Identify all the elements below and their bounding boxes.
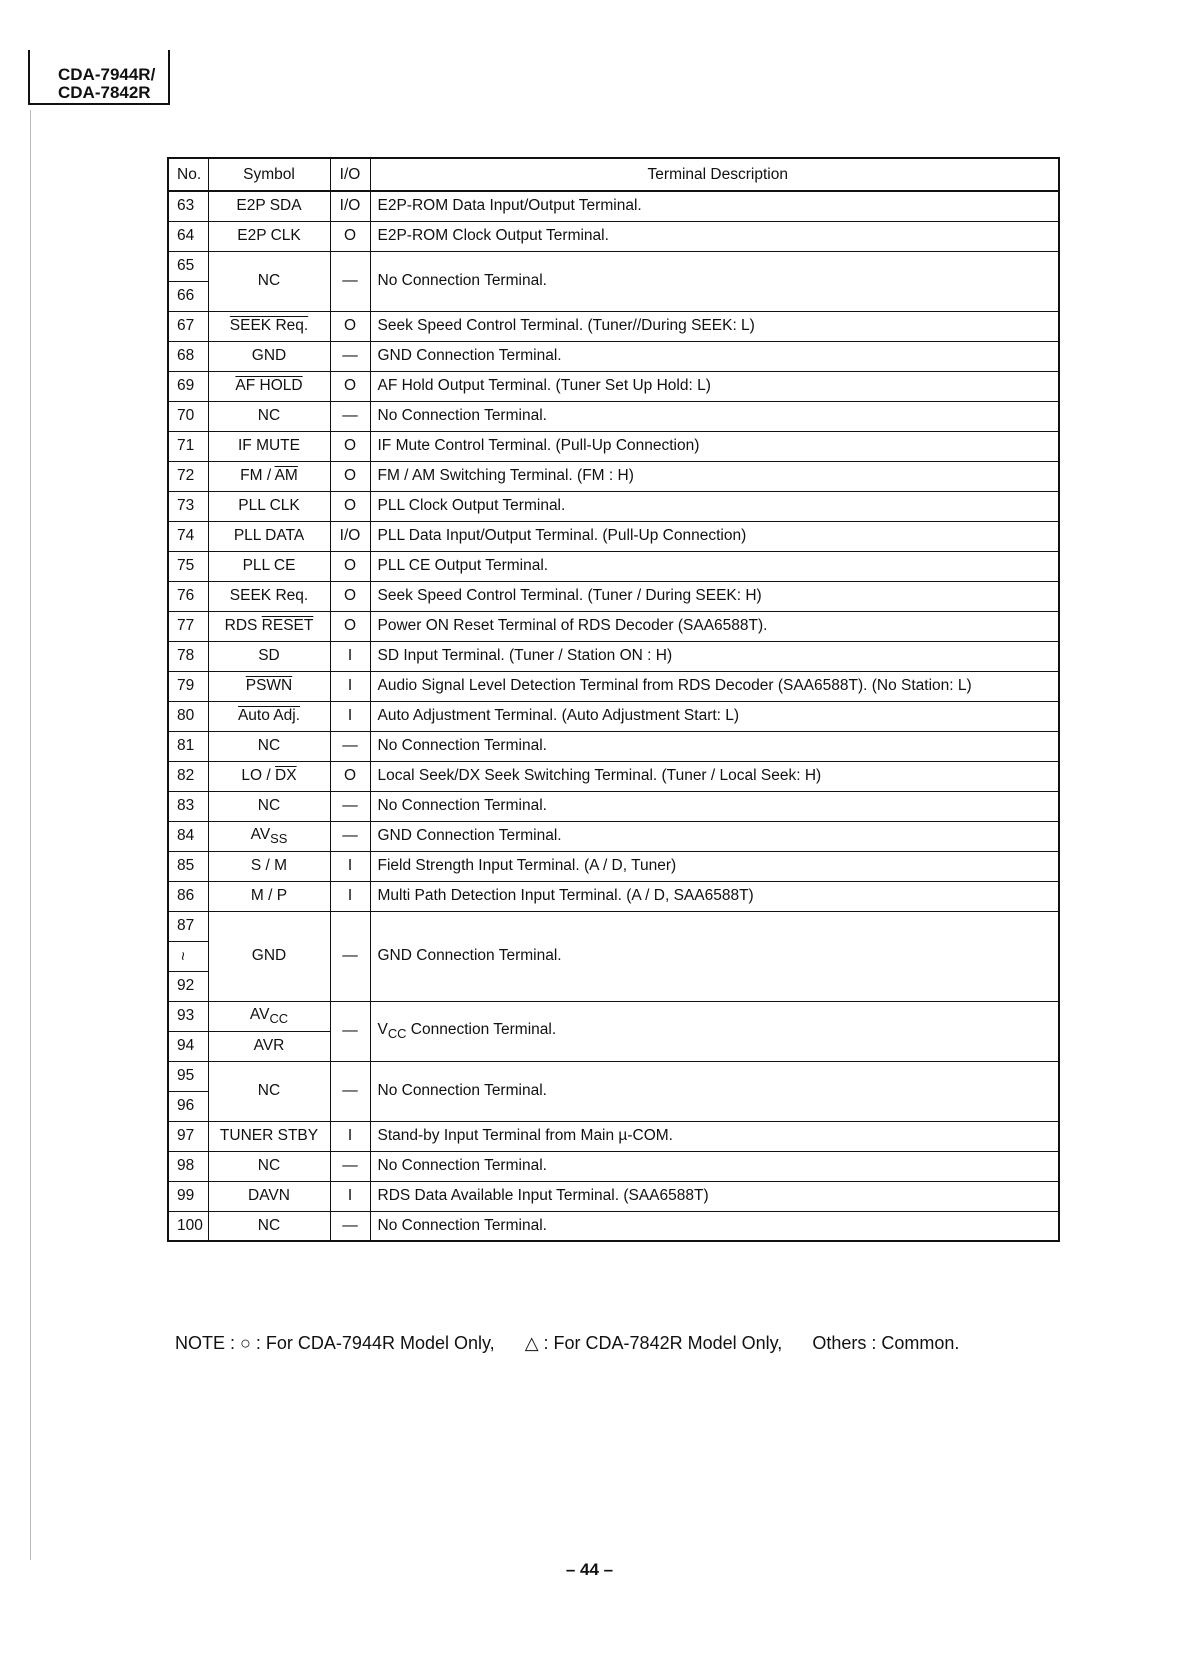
table-row <box>168 761 1059 791</box>
pin-symbol: E2P SDA <box>208 191 330 221</box>
pin-io: O <box>330 431 370 461</box>
pin-number: 93 <box>168 1001 208 1031</box>
pin-description: No Connection Terminal. <box>370 251 1059 311</box>
pin-number: 73 <box>168 491 208 521</box>
pin-io: — <box>330 1061 370 1121</box>
pin-io: I <box>330 1181 370 1211</box>
pin-description: Field Strength Input Terminal. (A / D, Tuner) <box>370 851 1059 881</box>
pin-io: I <box>330 881 370 911</box>
table-row <box>168 1151 1059 1181</box>
pin-io: O <box>330 551 370 581</box>
pin-description: RDS Data Available Input Terminal. (SAA6588T) <box>370 1181 1059 1211</box>
note-others-text: Others : Common. <box>812 1333 960 1353</box>
table-row <box>168 581 1059 611</box>
table-row <box>168 791 1059 821</box>
pin-number: 64 <box>168 221 208 251</box>
pin-description: Seek Speed Control Terminal. (Tuner//During SEEK: L) <box>370 311 1059 341</box>
pin-number: 68 <box>168 341 208 371</box>
pin-number: 87 <box>168 911 208 941</box>
pin-description: SD Input Terminal. (Tuner / Station ON : H) <box>370 641 1059 671</box>
pin-number: 85 <box>168 851 208 881</box>
pin-number: 94 <box>168 1031 208 1061</box>
pin-io: I/O <box>330 191 370 221</box>
terminal-table <box>167 157 1060 1242</box>
pin-symbol <box>208 761 330 791</box>
pin-number: 97 <box>168 1121 208 1151</box>
pin-symbol: DAVN <box>208 1181 330 1211</box>
pin-io: — <box>330 821 370 851</box>
pin-symbol <box>208 1001 330 1031</box>
pin-symbol-text: AF HOLD <box>235 377 303 394</box>
pin-symbol <box>208 611 330 641</box>
model-number-line1: CDA-7944R/ <box>58 65 156 84</box>
pin-symbol-overline: $\overline{AM}$ <box>274 467 298 484</box>
table-row <box>168 311 1059 341</box>
pin-description: No Connection Terminal. <box>370 401 1059 431</box>
table-row <box>168 1001 1059 1031</box>
pin-symbol-part: LO / <box>241 767 276 784</box>
pin-number: 86 <box>168 881 208 911</box>
legend-note <box>175 1333 959 1354</box>
pin-description: Stand-by Input Terminal from Main µ-COM. <box>370 1121 1059 1151</box>
pin-symbol: PLL CE <box>208 551 330 581</box>
pin-symbol: NC <box>208 1211 330 1241</box>
pin-io: I <box>330 641 370 671</box>
pin-description: Seek Speed Control Terminal. (Tuner / During SEEK: H) <box>370 581 1059 611</box>
pin-description-part: Connection Terminal. <box>406 1020 557 1038</box>
pin-description: Auto Adjustment Terminal. (Auto Adjustment Start: L) <box>370 701 1059 731</box>
table-row <box>168 431 1059 461</box>
pin-io: I <box>330 851 370 881</box>
pin-symbol: NC <box>208 731 330 761</box>
pin-number: 98 <box>168 1151 208 1181</box>
pin-symbol-overline: RESET <box>261 617 314 634</box>
pin-symbol: M / P <box>208 881 330 911</box>
pin-description: IF Mute Control Terminal. (Pull-Up Connection) <box>370 431 1059 461</box>
table-header-row <box>168 158 1059 191</box>
header-io: I/O <box>330 158 370 191</box>
pin-io: — <box>330 251 370 311</box>
table-row <box>168 1181 1059 1211</box>
pin-number: 81 <box>168 731 208 761</box>
table-row <box>168 251 1059 281</box>
pin-symbol: IF MUTE <box>208 431 330 461</box>
table-row <box>168 881 1059 911</box>
pin-symbol-part: AV <box>250 825 271 843</box>
pin-io: O <box>330 581 370 611</box>
pin-description: No Connection Terminal. <box>370 731 1059 761</box>
pin-number: 69 <box>168 371 208 401</box>
pin-description: Power ON Reset Terminal of RDS Decoder (SAA6588T). <box>370 611 1059 641</box>
pin-symbol <box>208 701 330 731</box>
page-number: – 44 – <box>565 1560 614 1579</box>
pin-number: 78 <box>168 641 208 671</box>
pin-description-subscript: CC <box>387 1026 407 1042</box>
table-row <box>168 611 1059 641</box>
pin-description-part: V <box>377 1020 388 1038</box>
pin-symbol: GND <box>208 341 330 371</box>
pin-symbol: SD <box>208 641 330 671</box>
pin-io: I <box>330 1121 370 1151</box>
table-row <box>168 521 1059 551</box>
pin-io: O <box>330 221 370 251</box>
pin-number: 71 <box>168 431 208 461</box>
pin-io: O <box>330 461 370 491</box>
pin-symbol-part: FM / <box>240 467 275 484</box>
pin-number: 96 <box>168 1091 208 1121</box>
pin-io: O <box>330 611 370 641</box>
pin-symbol: GND <box>208 911 330 1001</box>
pin-number: 92 <box>168 971 208 1001</box>
pin-symbol-text: Auto Adj. <box>237 707 301 724</box>
pin-symbol-text: SEEK Req. <box>229 317 309 334</box>
pin-description: No Connection Terminal. <box>370 1151 1059 1181</box>
table-row <box>168 641 1059 671</box>
note-circle-text: : For CDA-7944R Model Only, <box>255 1333 495 1353</box>
pin-symbol-part: RDS <box>224 617 262 634</box>
pin-number: 74 <box>168 521 208 551</box>
model-number-line2: CDA-7842R <box>58 83 151 102</box>
pin-io: I/O <box>330 521 370 551</box>
table-row <box>168 371 1059 401</box>
pin-number: 63 <box>168 191 208 221</box>
pin-description: No Connection Terminal. <box>370 1061 1059 1121</box>
pin-description: E2P-ROM Data Input/Output Terminal. <box>370 191 1059 221</box>
pin-symbol: S / M <box>208 851 330 881</box>
table-row <box>168 851 1059 881</box>
model-number-box <box>28 50 170 105</box>
pin-symbol: E2P CLK <box>208 221 330 251</box>
pin-symbol: SEEK Req. <box>208 581 330 611</box>
pin-symbol: NC <box>208 251 330 311</box>
table-row <box>168 1061 1059 1091</box>
pin-number: 95 <box>168 1061 208 1091</box>
pin-description: PLL Clock Output Terminal. <box>370 491 1059 521</box>
pin-symbol: NC <box>208 401 330 431</box>
pin-description: No Connection Terminal. <box>370 791 1059 821</box>
pin-symbol <box>208 671 330 701</box>
pin-symbol: NC <box>208 1151 330 1181</box>
pin-description <box>370 1001 1059 1061</box>
pin-io: — <box>330 1001 370 1061</box>
table-row <box>168 341 1059 371</box>
pin-io: — <box>330 341 370 371</box>
pin-number: 80 <box>168 701 208 731</box>
pin-io: — <box>330 1211 370 1241</box>
pin-description: Multi Path Detection Input Terminal. (A / D, SAA6588T) <box>370 881 1059 911</box>
pin-io: I <box>330 701 370 731</box>
pin-description: FM / AM Switching Terminal. (FM : H) <box>370 461 1059 491</box>
pin-number: 72 <box>168 461 208 491</box>
table-row <box>168 1211 1059 1241</box>
pin-description: GND Connection Terminal. <box>370 821 1059 851</box>
pin-io: O <box>330 491 370 521</box>
pin-number: 99 <box>168 1181 208 1211</box>
header-description: Terminal Description <box>370 158 1059 191</box>
note-triangle-text: : For CDA-7842R Model Only, <box>543 1333 783 1353</box>
pin-io: I <box>330 671 370 701</box>
pin-description: Local Seek/DX Seek Switching Terminal. (Tuner / Local Seek: H) <box>370 761 1059 791</box>
table-row <box>168 461 1059 491</box>
table-row <box>168 731 1059 761</box>
pin-io: O <box>330 371 370 401</box>
pin-symbol-subscript: SS <box>270 831 288 847</box>
note-lead: NOTE : <box>175 1333 236 1353</box>
pin-symbol: PLL CLK <box>208 491 330 521</box>
pin-io: O <box>330 761 370 791</box>
pin-number: 70 <box>168 401 208 431</box>
pin-description: PLL Data Input/Output Terminal. (Pull-Up Connection) <box>370 521 1059 551</box>
pin-symbol <box>208 821 330 851</box>
pin-number: 79 <box>168 671 208 701</box>
pin-symbol-subscript: CC <box>269 1011 289 1027</box>
pin-description: PLL CE Output Terminal. <box>370 551 1059 581</box>
pin-description: AF Hold Output Terminal. (Tuner Set Up Hold: L) <box>370 371 1059 401</box>
table-row <box>168 191 1059 221</box>
pin-symbol: PLL DATA <box>208 521 330 551</box>
pin-symbol <box>208 371 330 401</box>
pin-description: E2P-ROM Clock Output Terminal. <box>370 221 1059 251</box>
pin-description: No Connection Terminal. <box>370 1211 1059 1241</box>
pin-symbol: TUNER STBY <box>208 1121 330 1151</box>
pin-number: 82 <box>168 761 208 791</box>
table-row <box>168 911 1059 941</box>
table-row <box>168 221 1059 251</box>
table-row <box>168 701 1059 731</box>
pin-number: 83 <box>168 791 208 821</box>
table-row <box>168 821 1059 851</box>
pin-io: — <box>330 731 370 761</box>
table-row <box>168 551 1059 581</box>
header-no: No. <box>168 158 208 191</box>
pin-symbol <box>208 461 330 491</box>
table-row <box>168 671 1059 701</box>
pin-number: 76 <box>168 581 208 611</box>
triangle-icon: △ <box>524 1333 539 1353</box>
pin-symbol-part: AV <box>249 1005 270 1023</box>
pin-symbol: AVR <box>208 1031 330 1061</box>
pin-number: 84 <box>168 821 208 851</box>
pin-symbol-overline: $\overline{DX}$ <box>275 767 297 784</box>
table-row <box>168 1121 1059 1151</box>
table-row <box>168 491 1059 521</box>
table-row <box>168 401 1059 431</box>
pin-number: 66 <box>168 281 208 311</box>
pin-io: — <box>330 911 370 1001</box>
pin-description: GND Connection Terminal. <box>370 911 1059 1001</box>
pin-description: GND Connection Terminal. <box>370 341 1059 371</box>
pin-range-tilde <box>168 941 208 971</box>
circle-icon: ○ <box>240 1333 251 1353</box>
pin-symbol: NC <box>208 1061 330 1121</box>
pin-number: 77 <box>168 611 208 641</box>
pin-number: 67 <box>168 311 208 341</box>
pin-description: Audio Signal Level Detection Terminal from RDS Decoder (SAA6588T). (No Station: L) <box>370 671 1059 701</box>
pin-io: — <box>330 401 370 431</box>
pin-symbol-text: PSWN <box>245 677 293 694</box>
pin-number: 75 <box>168 551 208 581</box>
margin-rule <box>30 110 31 1560</box>
header-symbol: Symbol <box>208 158 330 191</box>
pin-symbol: NC <box>208 791 330 821</box>
pin-io: — <box>330 791 370 821</box>
pin-range-tilde-glyph: ~ <box>173 951 191 961</box>
pin-io: O <box>330 311 370 341</box>
pin-number: 65 <box>168 251 208 281</box>
pin-symbol <box>208 311 330 341</box>
pin-number: 100 <box>168 1211 208 1241</box>
pin-io: — <box>330 1151 370 1181</box>
